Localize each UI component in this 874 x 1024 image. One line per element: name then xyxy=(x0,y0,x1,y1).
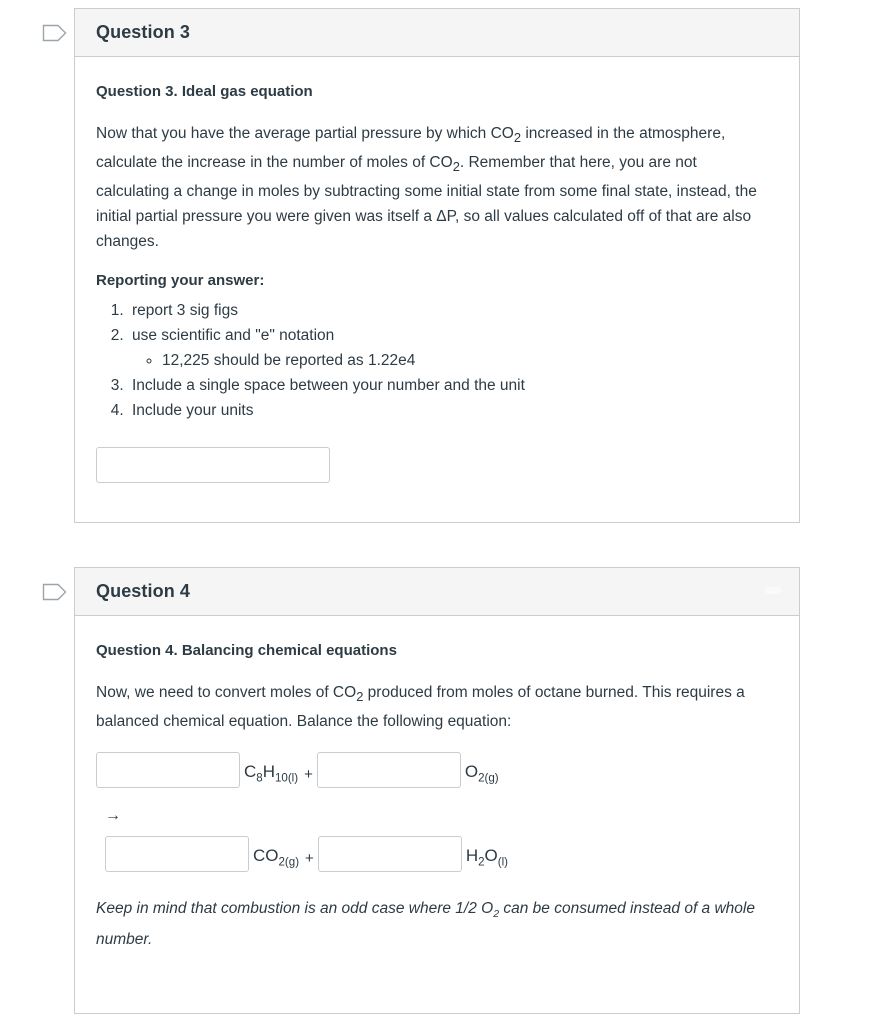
question-4-header-title: Question 4 xyxy=(96,581,191,601)
question-3-paragraph xyxy=(96,121,768,254)
rule-1-text: report 3 sig figs xyxy=(132,302,238,320)
note-subscript-o2: 2 xyxy=(493,908,500,921)
paragraph-text-a: Now, we need to convert moles of CO xyxy=(96,684,357,701)
question-4-body xyxy=(75,616,799,962)
sub-rule-example-text: 12,225 should be reported as 1.22e4 xyxy=(162,352,416,370)
plus-sign-reactants: + xyxy=(304,765,313,783)
bookmark-flag-icon[interactable] xyxy=(42,22,68,44)
question-3-subtitle: Question 3. Ideal gas equation xyxy=(96,83,313,100)
paragraph-text-b: increased in the atmosphere, calculate the increase in the number of moles of CO xyxy=(96,125,726,172)
equation-reactants-row xyxy=(96,752,775,788)
formula-water-sub-l: (l) xyxy=(497,856,509,869)
list-item xyxy=(128,373,775,398)
coefficient-input-carbon-dioxide[interactable] xyxy=(105,836,249,872)
question-4-paragraph xyxy=(96,680,775,734)
formula-octane-sub-10l: 10(l) xyxy=(274,772,299,785)
formula-water xyxy=(466,839,508,869)
formula-oxygen xyxy=(465,755,499,785)
subscript-co2-second: 2 xyxy=(452,159,460,175)
subscript-co2: 2 xyxy=(356,689,364,705)
question-4-card xyxy=(74,567,800,1014)
question-4-header xyxy=(75,568,799,616)
rule-2-text: use scientific and "e" notation xyxy=(132,327,335,345)
plus-sign-products: + xyxy=(305,849,314,867)
sub-rules-list xyxy=(132,348,775,373)
rule-3-text: Include a single space between your number and the unit xyxy=(132,377,525,395)
formula-octane-h: H xyxy=(262,762,275,782)
question-3-card xyxy=(74,8,800,523)
question-3-header-title: Question 3 xyxy=(96,22,191,42)
list-item xyxy=(128,323,775,373)
bookmark-flag-icon[interactable] xyxy=(42,581,68,603)
combustion-note xyxy=(96,896,766,952)
reporting-your-answer-label: Reporting your answer: xyxy=(96,272,265,290)
note-text-a: Keep in mind that combustion is an odd case where 1/2 O xyxy=(96,900,494,918)
formula-co2-co: CO xyxy=(253,846,279,866)
formula-water-o: O xyxy=(484,846,498,866)
formula-co2-sub-2g: 2(g) xyxy=(278,856,300,869)
question-3-header xyxy=(75,9,799,57)
equation-products-row xyxy=(105,836,775,872)
reaction-arrow-icon xyxy=(105,808,775,824)
subscript-co2-first: 2 xyxy=(513,130,522,146)
question-3-answer-input[interactable] xyxy=(96,447,330,483)
question-3-body xyxy=(75,57,799,493)
list-item xyxy=(162,348,775,373)
coefficient-input-water[interactable] xyxy=(318,836,462,872)
question-4-subtitle: Question 4. Balancing chemical equations xyxy=(96,642,397,659)
coefficient-input-octane[interactable] xyxy=(96,752,240,788)
paragraph-text-a: Now that you have the average partial pressure by which CO xyxy=(96,125,514,142)
coefficient-input-oxygen[interactable] xyxy=(317,752,461,788)
list-item xyxy=(128,298,775,323)
header-faint-artifact xyxy=(765,587,781,594)
list-item xyxy=(128,398,775,423)
paragraph-text-b: produced from moles of octane burned. This requires a balanced chemical equation. Balance the following equation: xyxy=(96,684,745,731)
formula-water-sub-2: 2 xyxy=(478,856,485,869)
formula-oxygen-sub-2g: 2(g) xyxy=(478,772,499,785)
formula-water-h: H xyxy=(465,846,479,866)
formula-carbon-dioxide xyxy=(253,839,299,869)
formula-octane xyxy=(244,755,298,785)
formula-octane-sub-8: 8 xyxy=(256,772,263,785)
answer-rules-list xyxy=(96,298,775,423)
note-text-b: can be consumed instead of a whole number. xyxy=(96,900,755,949)
rule-4-text: Include your units xyxy=(132,402,254,420)
reaction-arrow-glyph: → xyxy=(105,807,121,825)
formula-octane-c: C xyxy=(244,762,257,782)
formula-oxygen-o: O xyxy=(464,762,479,782)
paragraph-text-c: . Remember that here, you are not calculating a change in moles by subtracting some initial state from some final state, instead, the initial partial pressure you were given was itself a ΔP, so all values calculated off of that are also changes. xyxy=(96,154,757,251)
